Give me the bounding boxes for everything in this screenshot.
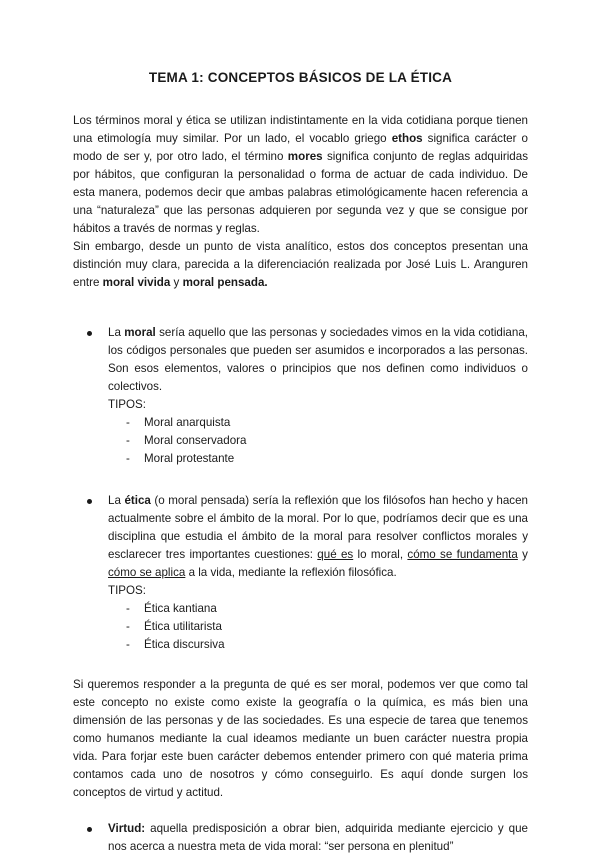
list-item: - Moral protestante bbox=[108, 450, 528, 468]
term-mores: mores bbox=[287, 150, 323, 163]
tipos-label: TIPOS: bbox=[108, 584, 147, 597]
document-page bbox=[73, 70, 528, 856]
list-item-etica: La ética (o moral pensada) sería la reflexión que los filósofos han hecho y hacen actualmente sobre el ámbito de la moral. Por lo que, podríamos decir que es una disciplina que estudia el ámbito de la moral para resolver conflictos morales y esclarecer tres importantes cuestiones: qué es lo moral, cómo se fundamenta y cómo se aplica a la vida, mediante la reflexión filosófica. TIPOS: - Ética kantiana - Ética utilitarista - Ética discursiva bbox=[73, 492, 528, 654]
term-ethos: ethos bbox=[391, 132, 423, 145]
term-moral-vivida: moral vivida bbox=[102, 276, 171, 289]
list-item: - Ética utilitarista bbox=[108, 618, 528, 636]
bullet-icon bbox=[87, 331, 92, 336]
list-item: - Ética discursiva bbox=[108, 636, 528, 654]
bullet-icon bbox=[87, 827, 92, 832]
etica-types-list bbox=[108, 600, 528, 654]
list-item-virtud: Virtud: aquella predisposición a obrar bien, adquirida mediante ejercicio y que nos acerca a nuestra meta de vida moral: “ser persona en plenitud” bbox=[73, 820, 528, 856]
intro-paragraph: Los términos moral y ética se utilizan indistintamente en la vida cotidiana porque tienen una etimología muy similar. Por un lado, el vocablo griego ethos significa carácter o modo de ser y, por otro lado, el término mores significa conjunto de reglas adquiridas por hábitos, que configuran la personalidad o forma de actuar de cada individuo. De esta manera, podemos decir que ambas palabras etimológicamente hacen referencia a una “naturaleza” que las personas adquieren por segunda vez y que se consigue por hábitos a través de normas y reglas. bbox=[73, 114, 529, 235]
dash-icon: - bbox=[126, 620, 130, 633]
bullet-icon bbox=[87, 499, 92, 504]
body-paragraph: Si queremos responder a la pregunta de qué es ser moral, podemos ver que como tal este concepto no existe como existe la geografía o la química, es más bien una dimensión de las personas y de las sociedades. Es una especie de tarea que tenemos como humanos mediante la cual ideamos mediante un buen carácter nuestra propia vida. Para forjar este buen carácter debemos entender primero con qué materia prima contamos cada uno de nosotros y cómo conseguirlo. Es aquí donde surgen los conceptos de virtud y actitud. bbox=[73, 678, 528, 799]
list-item: - Ética kantiana bbox=[108, 600, 528, 618]
moral-types-list bbox=[108, 414, 528, 468]
concept-list-1 bbox=[73, 324, 528, 468]
concept-list-3 bbox=[73, 820, 528, 856]
intro-paragraph-2: Sin embargo, desde un punto de vista analítico, estos dos conceptos presentan una distinción muy clara, parecida a la diferenciación realizada por José Luis L. Aranguren entre moral vivida y moral pensada. bbox=[73, 240, 528, 289]
dash-icon: - bbox=[126, 638, 130, 651]
dash-icon: - bbox=[126, 452, 130, 465]
tipos-label: TIPOS: bbox=[108, 398, 147, 411]
page-title: TEMA 1: CONCEPTOS BÁSICOS DE LA ÉTICA bbox=[148, 70, 453, 85]
dash-icon: - bbox=[126, 416, 130, 429]
list-item-moral: La moral sería aquello que las personas y sociedades vimos en la vida cotidiana, los códigos personales que pueden ser asumidos e incorporados a las personas. Son esos elementos, valores o principios que nos definen como individuos o colectivos. TIPOS: - Moral anarquista - Moral conservadora - Moral protestante bbox=[73, 324, 528, 468]
term-moral-pensada: moral pensada. bbox=[182, 276, 268, 289]
dash-icon: - bbox=[126, 434, 130, 447]
list-item: - Moral anarquista bbox=[108, 414, 528, 432]
concept-list-2 bbox=[73, 492, 528, 654]
dash-icon: - bbox=[126, 602, 130, 615]
list-item: - Moral conservadora bbox=[108, 432, 528, 450]
